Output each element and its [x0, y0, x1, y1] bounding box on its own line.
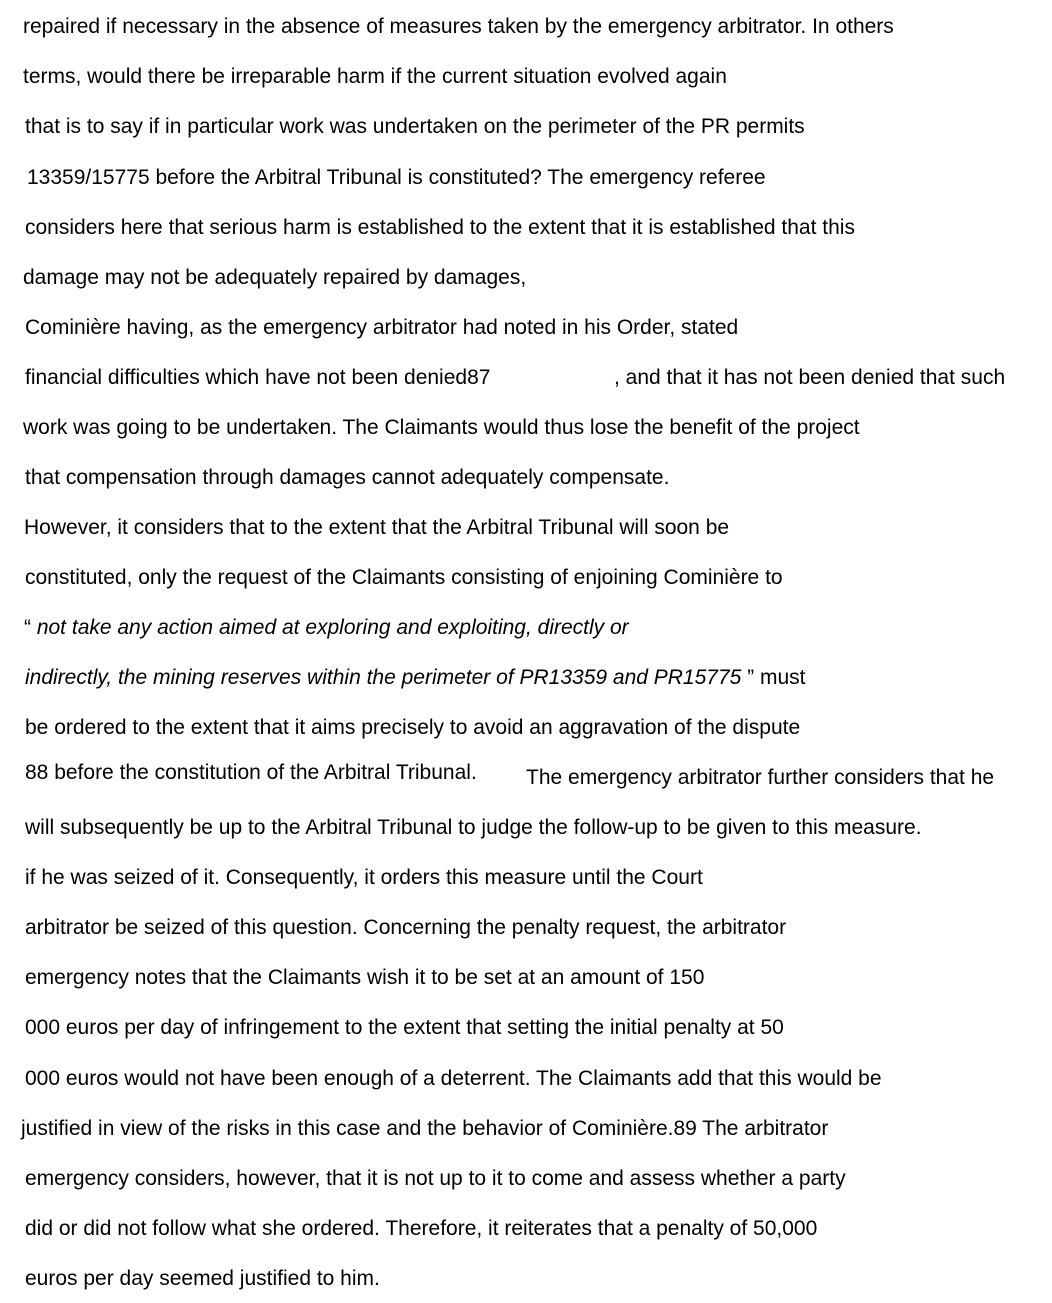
- text-line-15: be ordered to the extent that it aims precisely to avoid an aggravation of the dispute: [25, 716, 801, 739]
- text-line-13: [24, 615, 629, 641]
- text-line-19: arbitrator be seized of this question. Concerning the penalty request, the arbitrator: [25, 916, 787, 939]
- text-line-11: However, it considers that to the extent that the Arbitral Tribunal will soon be: [24, 516, 730, 539]
- text-line-25: did or did not follow what she ordered. Therefore, it reiterates that a penalty of 50,000: [25, 1217, 818, 1240]
- text-line-14: [25, 665, 806, 691]
- text-line-12: constituted, only the request of the Claimants consisting of enjoining Cominière to: [25, 566, 783, 589]
- text-line-20: emergency notes that the Claimants wish it to be set at an amount of 150: [25, 966, 705, 989]
- close-quote-must: ” must: [741, 666, 806, 689]
- text-line-4: 13359/15775 before the Arbitral Tribunal is constituted? The emergency referee: [27, 166, 766, 189]
- text-line-6: damage may not be adequately repaired by damages,: [23, 266, 527, 289]
- text-line-9: work was going to be undertaken. The Claimants would thus lose the benefit of the project: [23, 416, 860, 439]
- text-line-2: terms, would there be irreparable harm if the current situation evolved again: [23, 65, 727, 88]
- text-line-23: justified in view of the risks in this case and the behavior of Cominière.89 The arbitrator: [21, 1117, 829, 1140]
- text-line-26: euros per day seemed justified to him.: [25, 1267, 380, 1290]
- text-line-22: 000 euros would not have been enough of a deterrent. The Claimants add that this would be: [25, 1067, 882, 1090]
- text-line-10: that compensation through damages cannot adequately compensate.: [25, 466, 670, 489]
- quoted-request-part2: indirectly, the mining reserves within the perimeter of PR13359 and PR15775: [25, 666, 742, 689]
- text-line-16a: 88 before the constitution of the Arbitral Tribunal.: [25, 761, 477, 784]
- text-line-5: considers here that serious harm is established to the extent that it is established that this: [25, 216, 855, 239]
- text-line-24: emergency considers, however, that it is not up to it to come and assess whether a party: [25, 1167, 846, 1190]
- quoted-request-part1: not take any action aimed at exploring and exploiting, directly or: [36, 616, 629, 639]
- text-line-8a: financial difficulties which have not been denied87: [25, 366, 491, 389]
- text-line-3: that is to say if in particular work was undertaken on the perimeter of the PR permits: [25, 115, 805, 138]
- text-line-21: 000 euros per day of infringement to the extent that setting the initial penalty at 50: [25, 1016, 784, 1039]
- text-line-18: if he was seized of it. Consequently, it orders this measure until the Court: [25, 866, 703, 889]
- text-line-8b: , and that it has not been denied that such: [614, 366, 1006, 389]
- text-line-1: repaired if necessary in the absence of measures taken by the emergency arbitrator. In others: [23, 15, 894, 38]
- text-line-7: Cominière having, as the emergency arbitrator had noted in his Order, stated: [25, 316, 739, 339]
- text-line-16b: The emergency arbitrator further considers that he: [526, 766, 995, 789]
- open-quote: “: [24, 616, 37, 639]
- text-line-17: will subsequently be up to the Arbitral Tribunal to judge the follow-up to be given to this measure.: [25, 816, 922, 839]
